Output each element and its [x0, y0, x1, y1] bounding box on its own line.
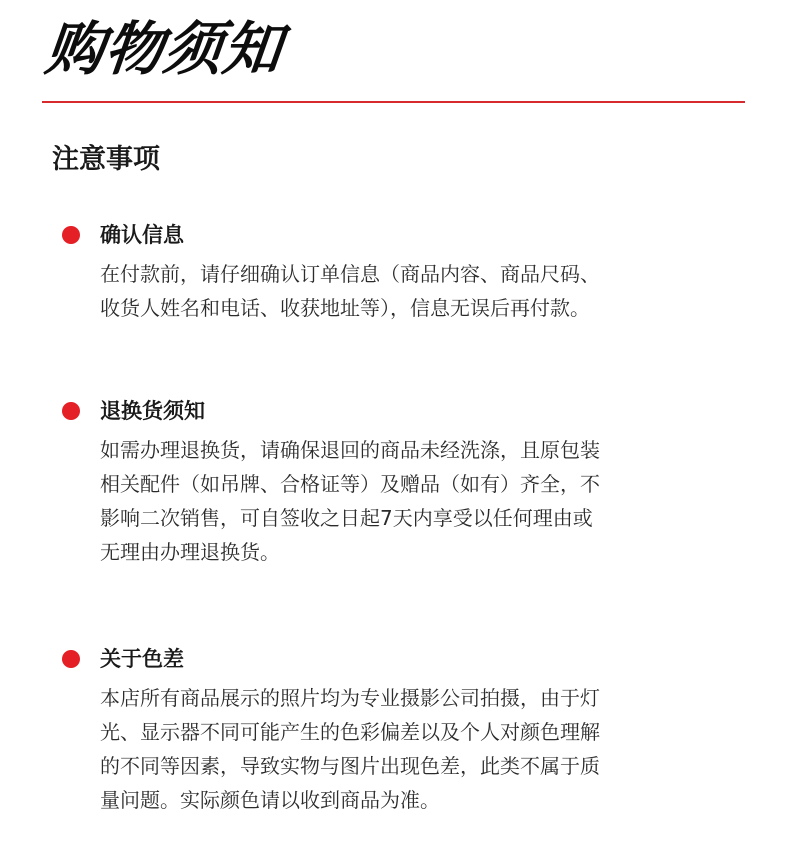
notice-item-title: 关于色差: [100, 647, 184, 671]
notice-line: 量问题。实际颜色请以收到商品为准。: [100, 788, 440, 812]
notice-line: 无理由办理退换货。: [100, 540, 280, 564]
notice-line: 本店所有商品展示的照片均为专业摄影公司拍摄，由于灯: [100, 686, 600, 710]
notice-line: 的不同等因素，导致实物与图片出现色差，此类不属于质: [100, 754, 600, 778]
notice-item-color-difference: [58, 643, 718, 817]
page-title: 购物须知: [42, 15, 286, 83]
notice-item-body: [100, 681, 700, 817]
notice-item-title: 退换货须知: [100, 399, 205, 423]
notice-line: 光、显示器不同可能产生的色彩偏差以及个人对颜色理解: [100, 720, 600, 744]
notice-line: 如需办理退换货，请确保退回的商品未经洗涤，且原包装: [100, 438, 600, 462]
red-bullet-icon: [62, 226, 80, 244]
notice-line: 收货人姓名和电话、收获地址等），信息无误后再付款。: [100, 296, 590, 320]
red-bullet-icon: [62, 650, 80, 668]
notice-item-body: [100, 433, 700, 569]
notice-item-title: 确认信息: [100, 223, 184, 247]
notice-item-returns: [58, 395, 718, 569]
notice-line: 相关配件（如吊牌、合格证等）及赠品（如有）齐全，不: [100, 472, 600, 496]
red-bullet-icon: [62, 402, 80, 420]
notice-item-confirm-info: [58, 219, 718, 325]
notice-line: 在付款前，请仔细确认订单信息（商品内容、商品尺码、: [100, 262, 600, 286]
notice-item-body: [100, 257, 700, 325]
title-divider: [42, 101, 745, 103]
notice-line: 影响二次销售，可自签收之日起7天内享受以任何理由或: [100, 506, 593, 530]
section-heading: 注意事项: [52, 144, 160, 175]
